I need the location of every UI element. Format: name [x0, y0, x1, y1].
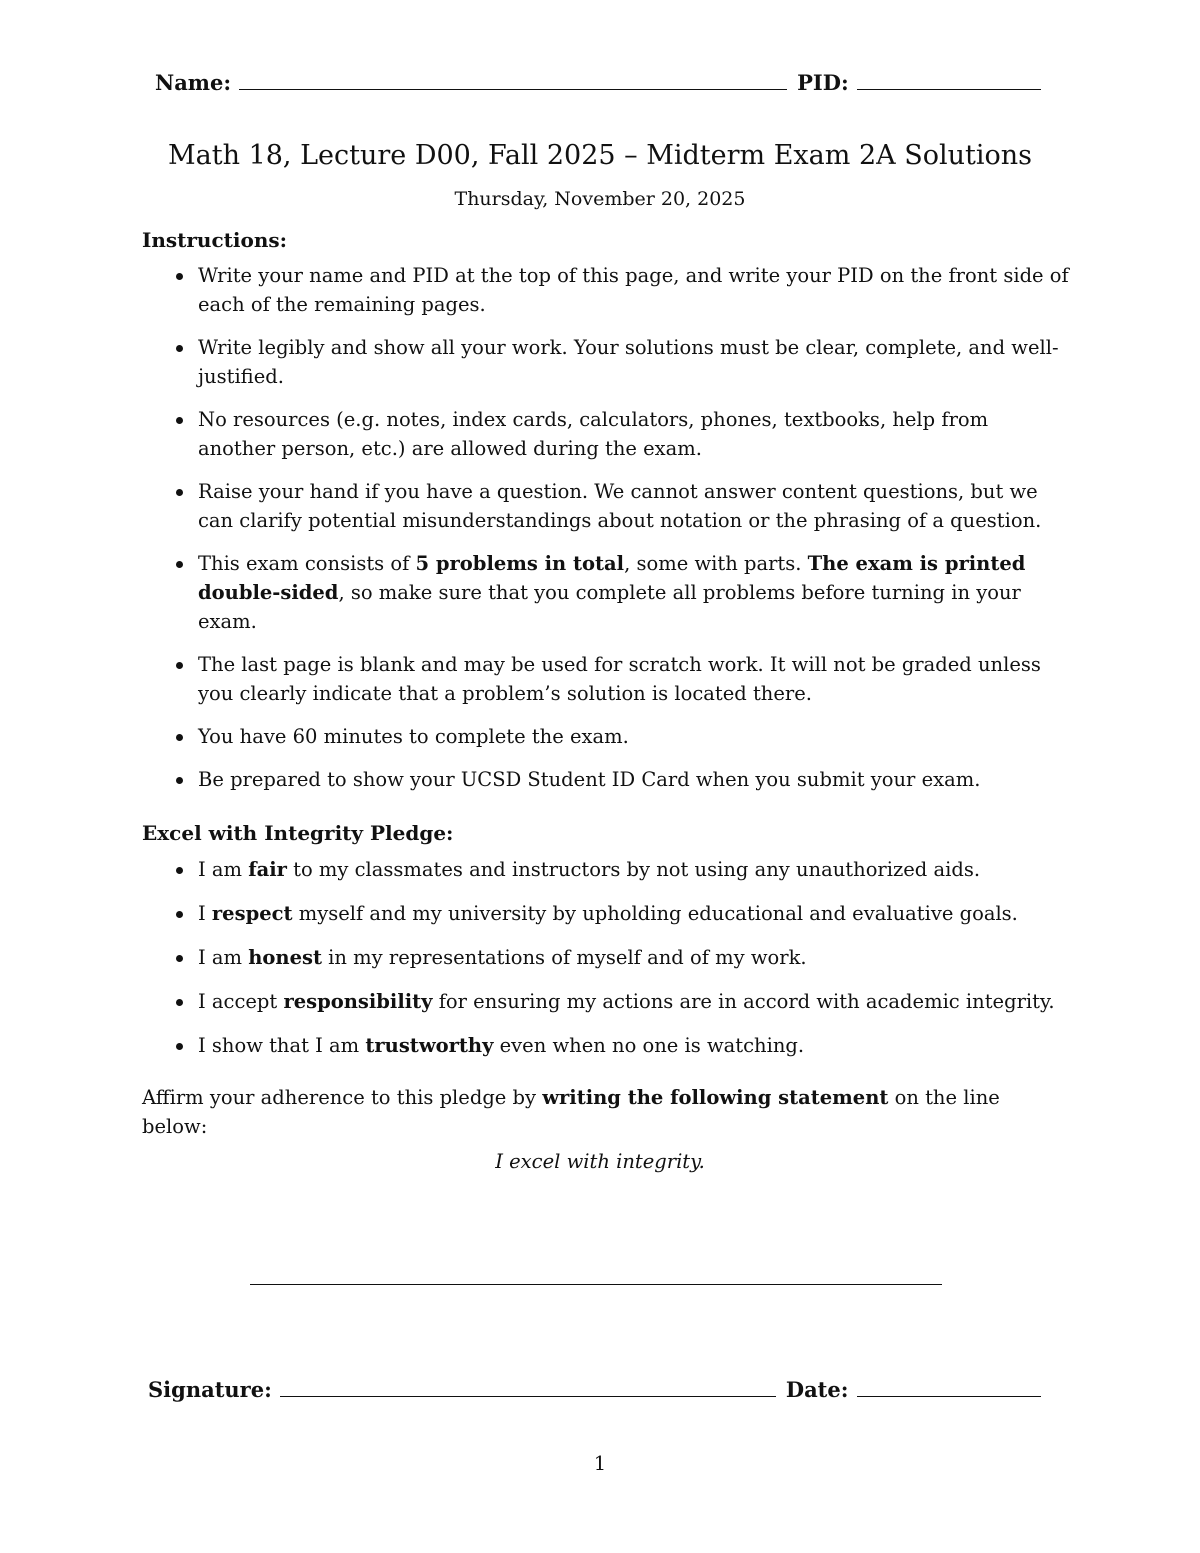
affirm-text: Affirm your adherence to this pledge by	[142, 1086, 543, 1109]
item-text: even when no one is watching.	[493, 1034, 805, 1057]
name-label: Name:	[155, 70, 232, 95]
item-text: The last page is blank and may be used for scratch work. It will not be graded unless you clearly indicate that a problem’s solution is located there.	[198, 653, 1041, 705]
page-number: 1	[593, 1452, 607, 1475]
affirm-instruction	[142, 1083, 1062, 1141]
bullet-icon	[176, 1043, 183, 1050]
item-text: Raise your hand if you have a question. We cannot answer content questions, but we can clarify potential misunderstandings about notation or the phrasing of a question.	[198, 480, 1042, 532]
instructions-list	[170, 261, 1070, 808]
pledge-statement: I excel with integrity.	[495, 1150, 705, 1173]
name-field[interactable]	[239, 88, 787, 90]
item-text: You have 60 minutes to complete the exam.	[198, 725, 629, 748]
item-text: This exam consists of	[198, 552, 416, 575]
pledge-list	[170, 855, 1070, 1075]
pledge-heading: Excel with Integrity Pledge:	[142, 821, 454, 845]
item-text: No resources (e.g. notes, index cards, calculators, phones, textbooks, help from another person, etc.) are allowed during the exam.	[198, 408, 989, 460]
item-text: for ensuring my actions are in accord with academic integrity.	[432, 990, 1055, 1013]
name-pid-row	[155, 70, 1051, 95]
item-text: , some with parts.	[624, 552, 808, 575]
item-text: to my classmates and instructors by not using any unauthorized aids.	[286, 858, 981, 881]
signature-date-row	[148, 1377, 1051, 1402]
bullet-icon	[176, 777, 183, 784]
bullet-icon	[176, 911, 183, 918]
bullet-icon	[176, 662, 183, 669]
item-text: myself and my university by upholding educational and evaluative goals.	[292, 902, 1018, 925]
list-item	[170, 261, 1070, 319]
signature-field[interactable]	[280, 1395, 776, 1397]
item-bold-text: fair	[248, 858, 287, 881]
item-text: Write legibly and show all your work. Your solutions must be clear, complete, and well-justified.	[198, 336, 1059, 388]
affirm-bold-text: writing the following statement	[542, 1086, 889, 1109]
list-item	[170, 1031, 1070, 1060]
exam-date: Thursday, November 20, 2025	[454, 188, 746, 210]
list-item	[170, 650, 1070, 708]
list-item	[170, 899, 1070, 928]
list-item	[170, 333, 1070, 391]
bullet-icon	[176, 999, 183, 1006]
list-item	[170, 855, 1070, 884]
item-bold-text: responsibility	[283, 990, 433, 1013]
item-text: I am	[198, 858, 249, 881]
statement-write-line[interactable]	[250, 1284, 942, 1285]
item-text: in my representations of myself and of my work.	[321, 946, 807, 969]
bullet-icon	[176, 734, 183, 741]
date-field[interactable]	[857, 1395, 1041, 1397]
list-item	[170, 549, 1070, 636]
bullet-icon	[176, 561, 183, 568]
bullet-icon	[176, 417, 183, 424]
item-bold-text: respect	[211, 902, 293, 925]
item-bold-text: 5 problems in total	[415, 552, 625, 575]
list-item	[170, 943, 1070, 972]
bullet-icon	[176, 955, 183, 962]
list-item	[170, 765, 1070, 794]
list-item	[170, 722, 1070, 751]
bullet-icon	[176, 273, 183, 280]
list-item	[170, 405, 1070, 463]
list-item	[170, 477, 1070, 535]
item-text: I	[198, 902, 212, 925]
item-text: Be prepared to show your UCSD Student ID Card when you submit your exam.	[198, 768, 981, 791]
list-item	[170, 987, 1070, 1016]
item-text: I show that I am	[198, 1034, 366, 1057]
bullet-icon	[176, 867, 183, 874]
affirm-text: on the line below:	[142, 1086, 1000, 1138]
pid-field[interactable]	[857, 88, 1041, 90]
date-label: Date:	[785, 1377, 849, 1402]
item-bold-text: honest	[248, 946, 322, 969]
bullet-icon	[176, 345, 183, 352]
item-text: Write your name and PID at the top of this page, and write your PID on the front side of each of the remaining pages.	[198, 264, 1069, 316]
bullet-icon	[176, 489, 183, 496]
exam-title: Math 18, Lecture D00, Fall 2025 – Midterm Exam 2A Solutions	[168, 140, 1032, 171]
item-text: I accept	[198, 990, 284, 1013]
instructions-heading: Instructions:	[142, 228, 288, 252]
pid-label: PID:	[797, 70, 849, 95]
signature-label: Signature:	[148, 1377, 272, 1402]
item-bold-text: trustworthy	[365, 1034, 494, 1057]
item-bold-text: The exam is printed double-sided	[198, 552, 1026, 604]
item-text: I am	[198, 946, 249, 969]
item-text: , so make sure that you complete all problems before turning in your exam.	[198, 581, 1021, 633]
